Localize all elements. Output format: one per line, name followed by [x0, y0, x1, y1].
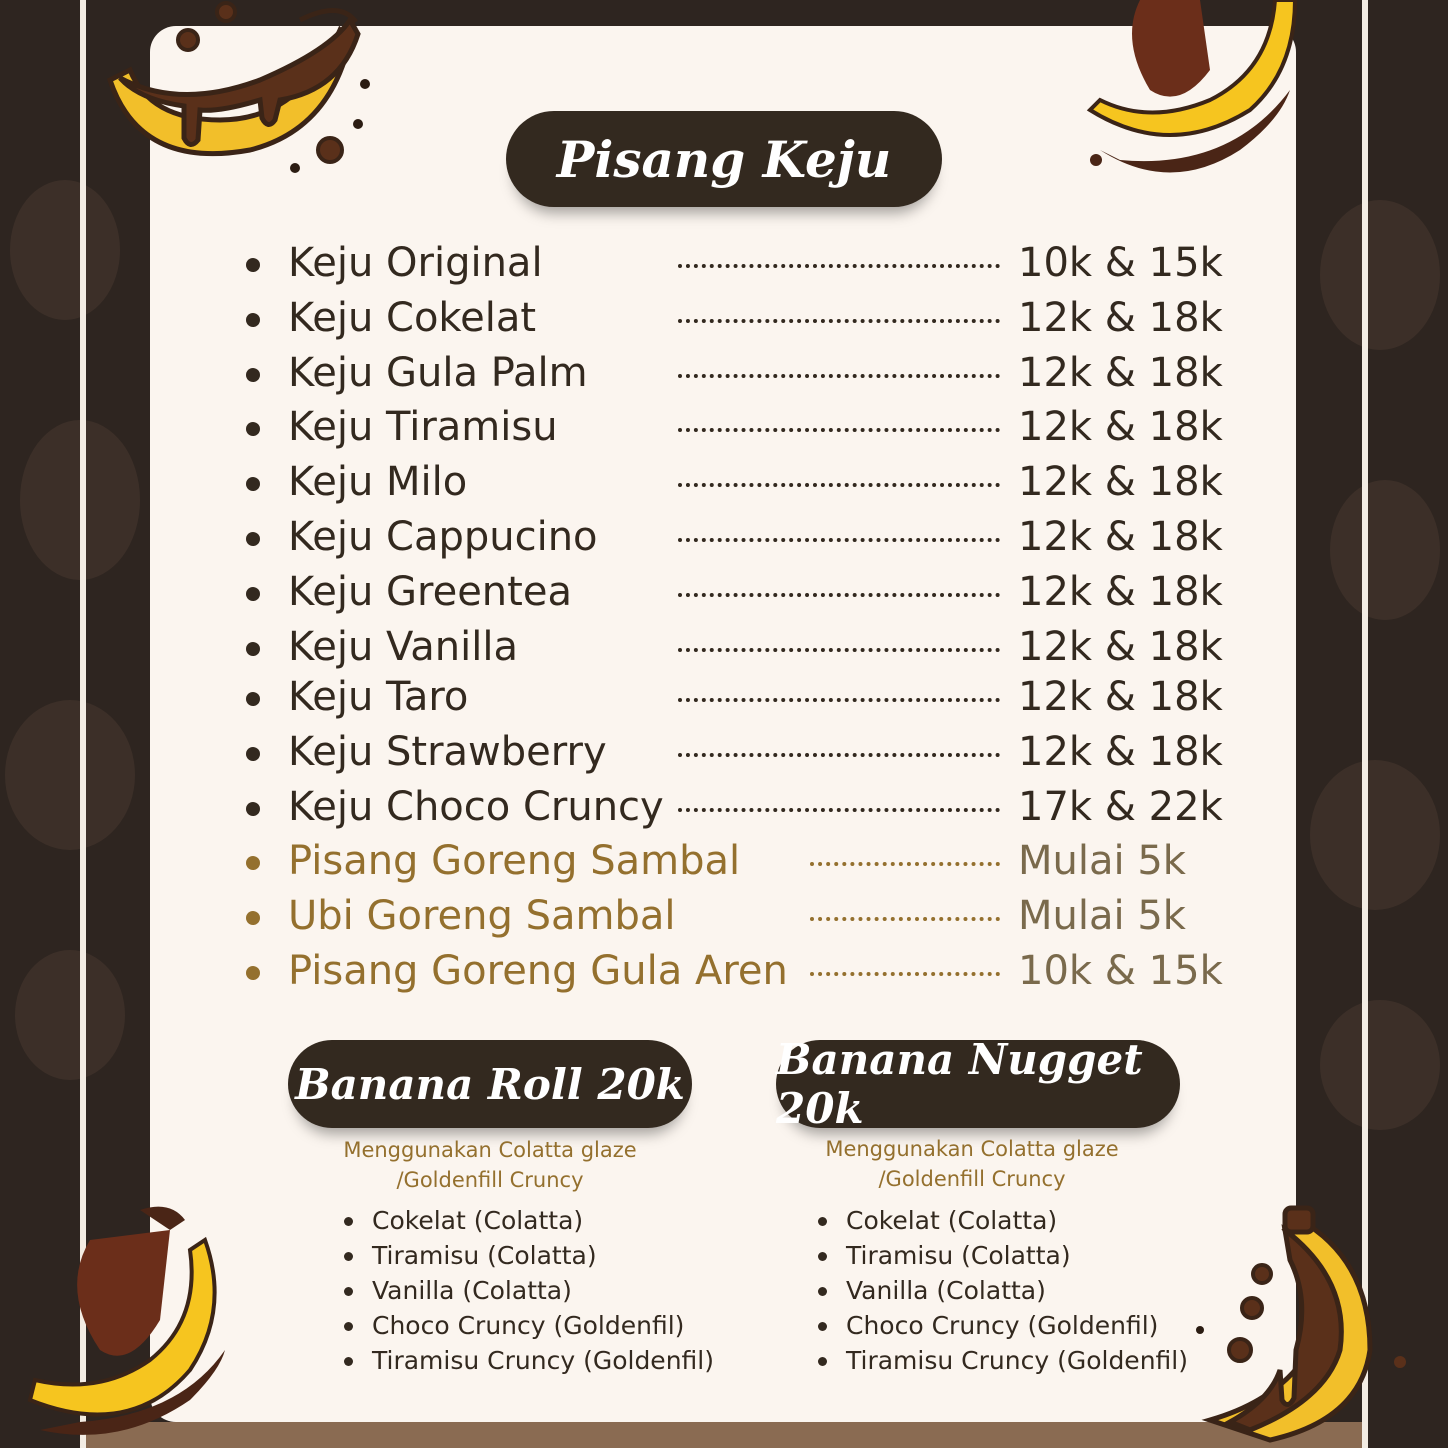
menu-item-price: Mulai 5k: [1018, 838, 1186, 884]
banana-roll-subtitle-line1: Menggunakan Colatta glaze: [343, 1138, 637, 1162]
menu-item: [0, 400, 1448, 454]
menu-item: [0, 291, 1448, 345]
menu-item-price: 10k & 15k: [1018, 240, 1223, 286]
menu-item: [0, 834, 1448, 888]
dot-leader: [678, 753, 1000, 757]
menu-item-name: Keju Greentea: [288, 569, 572, 615]
bullet-icon: [246, 587, 260, 601]
list-item: Tiramisu (Colatta): [816, 1238, 1188, 1273]
menu-item: [0, 670, 1448, 724]
list-item: Choco Cruncy (Goldenfil): [816, 1308, 1188, 1343]
bullet-icon: [246, 692, 260, 706]
dot-leader: [678, 698, 1000, 702]
menu-item: [0, 944, 1448, 998]
menu-title: Pisang Keju: [506, 111, 942, 207]
list-item: Tiramisu Cruncy (Goldenfil): [342, 1343, 714, 1378]
banana-nugget-subtitle-line2: /Goldenfill Cruncy: [878, 1167, 1066, 1191]
ground-strip: [86, 1422, 1362, 1448]
menu-item-price: 12k & 18k: [1018, 350, 1223, 396]
menu-item: [0, 725, 1448, 779]
bullet-icon: [246, 258, 260, 272]
menu-item-price: 12k & 18k: [1018, 459, 1223, 505]
dot-leader: [678, 483, 1000, 487]
banana-roll-subtitle-line2: /Goldenfill Cruncy: [396, 1168, 584, 1192]
menu-item: [0, 780, 1448, 834]
menu-item: [0, 620, 1448, 674]
banana-chocolate-splash-illustration: [20, 1200, 230, 1448]
menu-item-price: 12k & 18k: [1018, 729, 1223, 775]
banana-chocolate-splash-illustration: [1080, 0, 1310, 200]
list-item: Cokelat (Colatta): [342, 1203, 714, 1238]
menu-item-price: 12k & 18k: [1018, 569, 1223, 615]
menu-item-price: Mulai 5k: [1018, 893, 1186, 939]
menu-item-name: Ubi Goreng Sambal: [288, 893, 676, 939]
menu-item-name: Keju Cokelat: [288, 295, 537, 341]
banana-roll-list: [342, 1203, 714, 1378]
banana-roll-title: Banana Roll 20k: [288, 1040, 692, 1128]
menu-item-name: Keju Gula Palm: [288, 350, 588, 396]
menu-item-name: Keju Cappucino: [288, 514, 598, 560]
bullet-icon: [246, 911, 260, 925]
menu-item: [0, 455, 1448, 509]
menu-item-name: Keju Choco Cruncy: [288, 784, 664, 830]
menu-item-name: Keju Tiramisu: [288, 404, 558, 450]
menu-item-price: 12k & 18k: [1018, 624, 1223, 670]
dot-leader: [678, 538, 1000, 542]
bullet-icon: [246, 856, 260, 870]
bullet-icon: [246, 477, 260, 491]
menu-item-name: Keju Original: [288, 240, 543, 286]
banana-nugget-subtitle: [772, 1134, 1172, 1194]
bullet-icon: [246, 368, 260, 382]
menu-item-price: 12k & 18k: [1018, 674, 1223, 720]
menu-item-name: Pisang Goreng Gula Aren: [288, 948, 788, 994]
banana-nugget-title: Banana Nugget 20k: [776, 1040, 1180, 1128]
menu-item-price: 17k & 22k: [1018, 784, 1223, 830]
list-item: Vanilla (Colatta): [342, 1273, 714, 1308]
dot-leader: [810, 862, 1000, 866]
dot-leader: [678, 264, 1000, 268]
bullet-icon: [246, 532, 260, 546]
bullet-icon: [246, 747, 260, 761]
chocolate-banana-illustration: [1190, 1200, 1420, 1448]
menu-item: [0, 565, 1448, 619]
list-item: Cokelat (Colatta): [816, 1203, 1188, 1238]
menu-item-price: 12k & 18k: [1018, 514, 1223, 560]
menu-item-name: Keju Milo: [288, 459, 468, 505]
list-item: Choco Cruncy (Goldenfil): [342, 1308, 714, 1343]
menu-item: [0, 346, 1448, 400]
banana-nugget-subtitle-line1: Menggunakan Colatta glaze: [825, 1137, 1119, 1161]
menu-item-price: 12k & 18k: [1018, 295, 1223, 341]
menu-item-name: Keju Strawberry: [288, 729, 607, 775]
banana-nugget-list: [816, 1203, 1188, 1378]
menu-item-price: 12k & 18k: [1018, 404, 1223, 450]
dot-leader: [810, 917, 1000, 921]
bullet-icon: [246, 802, 260, 816]
dot-leader: [678, 428, 1000, 432]
dot-leader: [678, 374, 1000, 378]
banana-roll-subtitle: [290, 1135, 690, 1195]
dot-leader: [810, 972, 1000, 976]
bullet-icon: [246, 642, 260, 656]
bullet-icon: [246, 422, 260, 436]
bullet-icon: [246, 313, 260, 327]
menu-item-name: Keju Taro: [288, 674, 469, 720]
dot-leader: [678, 808, 1000, 812]
menu-item: [0, 236, 1448, 290]
list-item: Vanilla (Colatta): [816, 1273, 1188, 1308]
bullet-icon: [246, 966, 260, 980]
list-item: Tiramisu Cruncy (Goldenfil): [816, 1343, 1188, 1378]
menu-item-name: Keju Vanilla: [288, 624, 518, 670]
dot-leader: [678, 319, 1000, 323]
menu-item: [0, 510, 1448, 564]
dot-leader: [678, 593, 1000, 597]
list-item: Tiramisu (Colatta): [342, 1238, 714, 1273]
chocolate-banana-illustration: [100, 0, 380, 190]
menu-item-name: Pisang Goreng Sambal: [288, 838, 741, 884]
menu-item: [0, 889, 1448, 943]
dot-leader: [678, 648, 1000, 652]
menu-item-price: 10k & 15k: [1018, 948, 1223, 994]
